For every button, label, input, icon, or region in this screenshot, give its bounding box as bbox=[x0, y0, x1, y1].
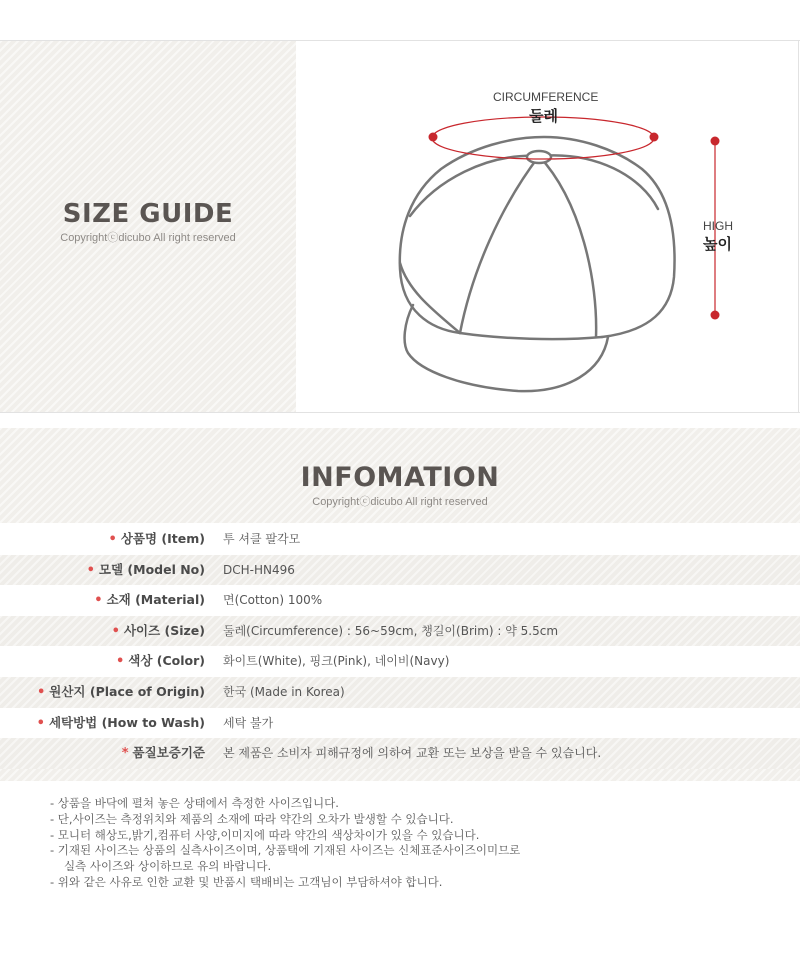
row-label bbox=[109, 524, 205, 555]
notice-item: - 상품을 바닥에 펼쳐 놓은 상태에서 측정한 사이즈입니다. bbox=[50, 796, 339, 810]
row-label bbox=[116, 646, 205, 677]
bullet-icon: • bbox=[115, 654, 125, 670]
row-label bbox=[112, 616, 205, 647]
table-row-material bbox=[0, 585, 800, 616]
row-value: 둘레(Circumference) : 56~59cm, 챙길이(Brim) : 약 5.5cm bbox=[223, 623, 559, 638]
notice-item: 실측 사이즈와 상이하므로 유의 바랍니다. bbox=[64, 859, 272, 874]
row-label-text: 사이즈 (Size) bbox=[123, 622, 205, 638]
row-label bbox=[37, 677, 205, 708]
table-row-model bbox=[0, 555, 800, 586]
height-marker-bottom bbox=[711, 311, 720, 320]
bullet-icon: • bbox=[36, 715, 45, 731]
table-row-color bbox=[0, 646, 800, 677]
product-info-table bbox=[0, 524, 800, 769]
size-guide-copyright: Copyrightⓒdicubo All right reserved bbox=[60, 232, 236, 244]
row-label bbox=[94, 585, 205, 616]
row-label bbox=[87, 555, 205, 586]
row-label-text: 모델 (Model No) bbox=[98, 561, 205, 577]
table-row-wash bbox=[0, 708, 800, 739]
notice-item: - 모니터 해상도,밝기,컴퓨터 사양,이미지에 따라 약간의 색상차이가 있을 수 있습니다. bbox=[50, 827, 480, 842]
row-value: 세탁 불가 bbox=[223, 715, 274, 730]
notice-list bbox=[50, 796, 770, 891]
bullet-icon: • bbox=[108, 532, 117, 547]
circumference-label-en: CIRCUMFERENCE bbox=[493, 90, 599, 104]
size-guide-panel bbox=[0, 41, 296, 412]
row-label-text: 원산지 (Place of Origin) bbox=[49, 683, 205, 699]
information-header bbox=[0, 428, 800, 523]
row-value: 한국 (Made in Korea) bbox=[223, 684, 345, 699]
row-label-text: 색상 (Color) bbox=[128, 653, 205, 669]
row-label-text: 세탁방법 (How to Wash) bbox=[48, 714, 205, 730]
asterisk-icon: * bbox=[121, 746, 129, 762]
bullet-icon: • bbox=[94, 593, 103, 609]
row-value: 투 셔클 팔각모 bbox=[223, 532, 301, 546]
table-row-size bbox=[0, 616, 800, 647]
notice-item: - 기재된 사이즈는 상품의 실측사이즈이며, 상품택에 기재된 사이즈는 신체표준사이즈이미므로 bbox=[50, 843, 521, 858]
row-value: 화이트(White), 핑크(Pink), 네이비(Navy) bbox=[223, 654, 450, 669]
hat-outline bbox=[400, 137, 675, 391]
table-row-origin bbox=[0, 677, 800, 708]
information-copyright: Copyrightⓒdicubo All right reserved bbox=[312, 496, 488, 508]
bullet-icon: • bbox=[36, 684, 46, 700]
bullet-icon: • bbox=[111, 623, 120, 639]
row-label bbox=[37, 708, 205, 739]
row-label-text: 소재 (Material) bbox=[106, 592, 205, 608]
height-label-ko: 높이 bbox=[703, 235, 732, 253]
hat-diagram-panel bbox=[296, 41, 799, 412]
row-label bbox=[122, 738, 205, 769]
row-value: 본 제품은 소비자 피해규정에 의하여 교환 또는 보상을 받을 수 있습니다. bbox=[223, 746, 602, 761]
height-marker-top bbox=[711, 137, 720, 146]
size-guide-title: SIZE GUIDE bbox=[62, 199, 234, 229]
information-title: INFOMATION bbox=[300, 462, 500, 493]
row-label-text: 상품명 (Item) bbox=[120, 531, 205, 546]
table-bottom-band bbox=[0, 769, 800, 781]
bullet-icon: • bbox=[86, 562, 95, 578]
circumference-label-ko: 둘레 bbox=[529, 107, 558, 125]
height-label-en: HIGH bbox=[703, 219, 733, 233]
table-row-guarantee bbox=[0, 738, 800, 769]
row-label-text: 품질보증기준 bbox=[132, 745, 205, 761]
table-row-item bbox=[0, 524, 800, 555]
notice-item: - 위와 같은 사유로 인한 교환 및 반품시 택배비는 고객님이 부담하셔야 합니다. bbox=[50, 874, 443, 889]
row-value: 면(Cotton) 100% bbox=[223, 593, 323, 608]
size-guide-section bbox=[0, 40, 800, 413]
row-value: DCH-HN496 bbox=[223, 562, 295, 577]
circumference-marker-right bbox=[650, 133, 659, 142]
notice-item: - 단,사이즈는 측정위치와 제품의 소재에 따라 약간의 오차가 발생할 수 있습니다. bbox=[50, 811, 454, 826]
circumference-marker-left bbox=[429, 133, 438, 142]
